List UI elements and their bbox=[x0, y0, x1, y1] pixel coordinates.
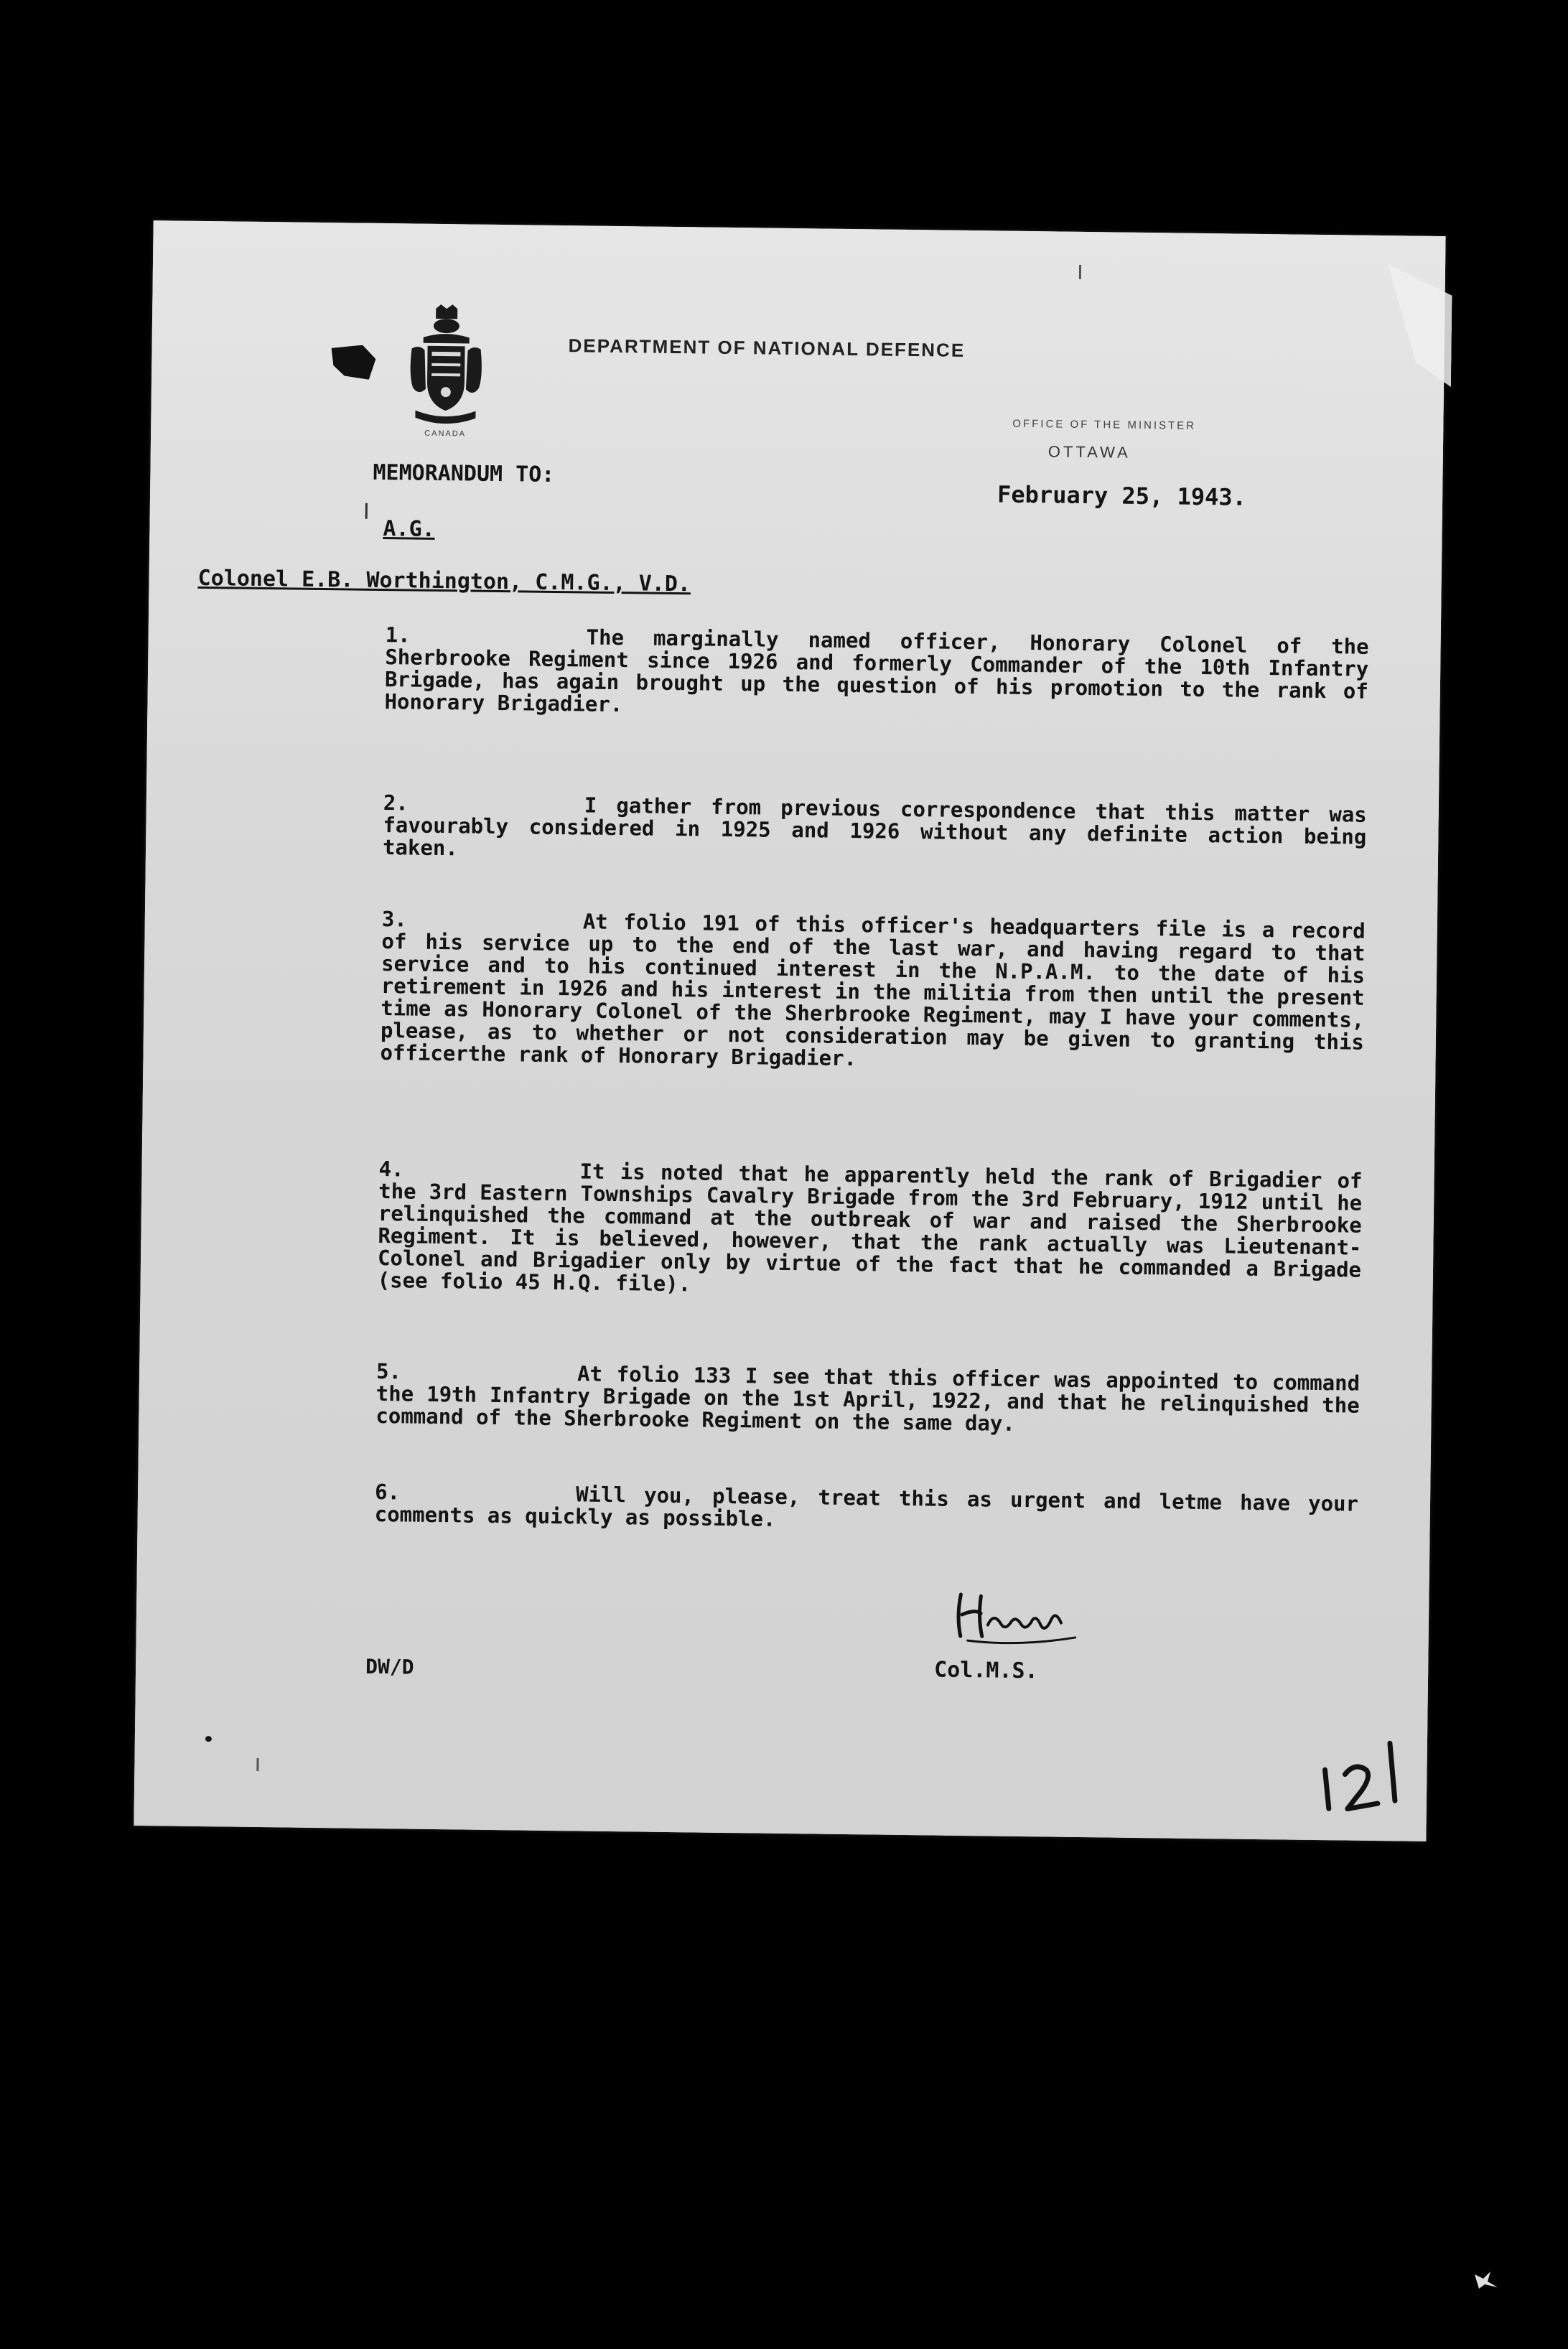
stray-mark bbox=[1079, 265, 1081, 279]
paragraph-text: The marginally named officer, Honorary Colonel of the Sherbrooke Regiment since 1926 and formerly Commander of the 10th Infantry Brigade, has again brought up the question of his promotion to the rank of Honorary Brigadier. bbox=[384, 625, 1369, 717]
memo-sheet bbox=[134, 220, 1445, 1841]
city-line: OTTAWA bbox=[1047, 442, 1131, 462]
paragraph-number: 3. bbox=[381, 907, 407, 932]
signer-title: Col.M.S. bbox=[933, 1657, 1038, 1684]
paragraph-text: It is noted that he apparently held the rank of Brigadier of the 3rd Eastern Townships Cavalry Brigade from the 3rd February, 1912 until he relinquished the command at the outbreak of war and raised the Sherbrooke Regiment. It is believed, however, that the rank actually was Lieutenant-Colonel and Brigadier only by virtue of the fact that he commanded a Brigade (see folio 45 H.Q. file). bbox=[377, 1159, 1363, 1297]
reference-initials: DW/D bbox=[365, 1654, 414, 1679]
paragraph-number: 5. bbox=[375, 1359, 402, 1384]
coat-of-arms-icon bbox=[402, 302, 490, 432]
office-of-minister: OFFICE OF THE MINISTER bbox=[1012, 417, 1197, 432]
memo-recipient: A.G. bbox=[383, 516, 435, 542]
paragraph-2 bbox=[383, 792, 1367, 871]
paragraph-text: At folio 191 of this officer's headquarters file is a record of his service up to the end of the last war, and having regard to that service and to his continued interest in the N.P.A.M. to the date of his retirement in 1926 and his interest in the militia from then until the present time as Honorary Colonel of the Sherbrooke Regiment, may I have your comments, please, as to whether or not consideration may be given to granting this officerthe rank of Honorary Brigadier. bbox=[380, 909, 1366, 1071]
paragraph-number: 1. bbox=[385, 622, 411, 648]
handwritten-signature bbox=[946, 1580, 1091, 1646]
stray-mark bbox=[256, 1758, 258, 1771]
paragraph-number: 2. bbox=[383, 790, 409, 816]
paragraph-3 bbox=[380, 908, 1366, 1076]
memo-heading: MEMORANDUM TO: bbox=[373, 459, 555, 487]
paragraph-5 bbox=[375, 1360, 1360, 1439]
handwritten-folio-number bbox=[1312, 1728, 1420, 1816]
crest-caption: CANADA bbox=[424, 429, 467, 439]
memo-subject: Colonel E.B. Worthington, C.M.G., V.D. bbox=[197, 565, 691, 597]
memo-date: February 25, 1943. bbox=[997, 480, 1247, 511]
paragraph-6 bbox=[375, 1481, 1359, 1538]
paragraph-text: I gather from previous correspondence that this matter was favourably considered in 1925 and 1926 without any definite action being taken. bbox=[382, 793, 1367, 861]
department-header: DEPARTMENT OF NATIONAL DEFENCE bbox=[568, 335, 966, 361]
paragraph-1 bbox=[384, 624, 1368, 725]
stray-mark bbox=[205, 1736, 212, 1742]
paragraph-text: At folio 133 I see that this officer was appointed to command the 19th Infantry Brigade on the 1st April, 1922, and that he relinquished the command of the Sherbrooke Regiment on the same day. bbox=[375, 1361, 1361, 1436]
paragraph-number: 4. bbox=[378, 1157, 404, 1182]
paragraph-4 bbox=[378, 1158, 1363, 1304]
film-speck bbox=[1472, 2269, 1501, 2290]
stray-mark bbox=[365, 503, 368, 519]
paragraph-text: Will you, please, treat this as urgent and letme have your comments as quickly as possible. bbox=[374, 1482, 1359, 1531]
paragraph-number: 6. bbox=[374, 1479, 401, 1505]
folded-corner bbox=[1386, 264, 1452, 387]
ink-blot bbox=[331, 345, 376, 380]
